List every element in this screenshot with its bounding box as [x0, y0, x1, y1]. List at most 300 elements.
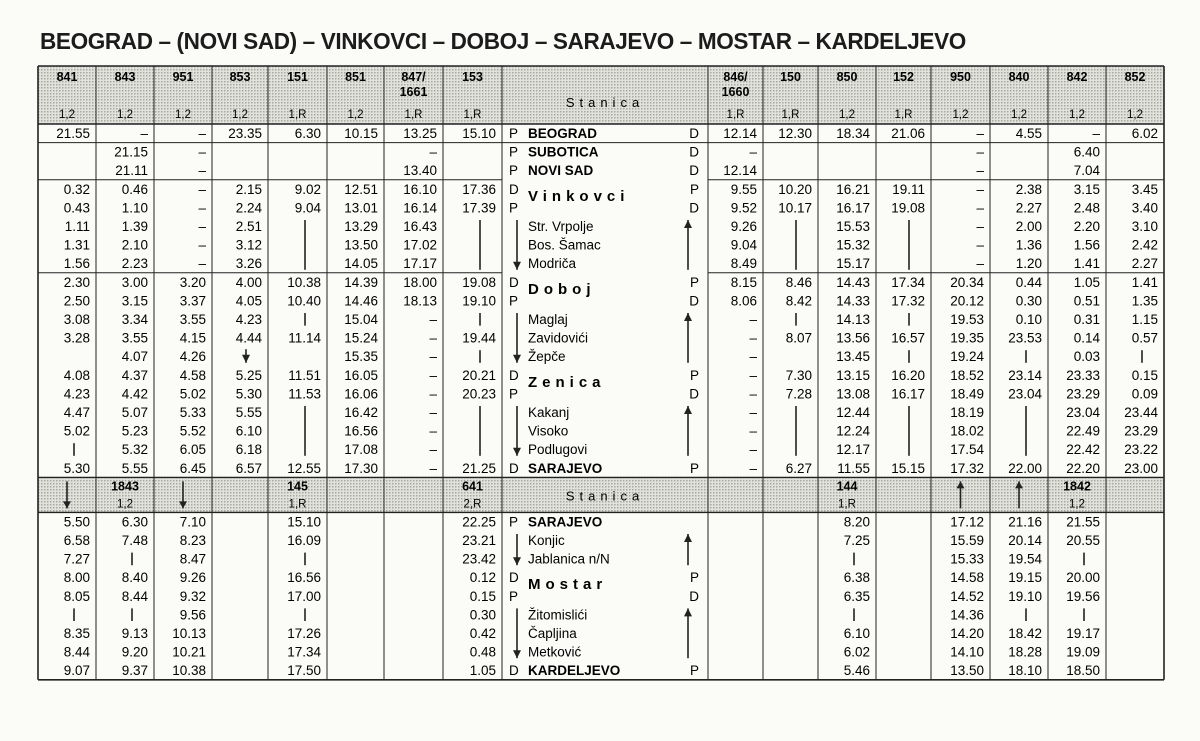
time-cell: 3.10	[1131, 219, 1158, 234]
time-cell: 16.09	[287, 533, 321, 548]
time-cell: 17.12	[950, 514, 984, 530]
left-train-number: 851	[345, 70, 366, 84]
time-cell: 0.14	[1073, 330, 1100, 346]
time-cell: 11.55	[837, 460, 870, 476]
time-cell: 18.02	[950, 423, 984, 439]
time-cell: 2.23	[121, 256, 148, 272]
arrival-departure-marker: P	[509, 588, 519, 604]
time-cell: 18.42	[1008, 626, 1042, 641]
time-cell: 17.26	[287, 626, 321, 641]
time-cell: 5.46	[843, 663, 870, 679]
left-train-number: 843	[114, 70, 136, 84]
time-cell: 1.41	[1073, 256, 1100, 272]
right-train-class: 1,R	[838, 498, 856, 511]
time-cell: 9.32	[179, 588, 206, 604]
time-cell: 19.17	[1066, 626, 1100, 641]
time-cell: 1.31	[63, 237, 90, 253]
time-cell: 23.42	[462, 551, 496, 567]
time-cell: 3.40	[1131, 200, 1158, 216]
arrival-departure-marker: D	[689, 144, 699, 160]
time-cell: 19.56	[1066, 588, 1100, 604]
time-cell: 17.36	[462, 181, 496, 197]
time-cell: 16.06	[344, 386, 378, 402]
right-train-number: 1842	[1063, 479, 1091, 494]
time-cell: 0.32	[63, 181, 90, 197]
time-cell: –	[429, 367, 437, 383]
time-cell: 1.11	[64, 219, 90, 234]
station-name: Doboj	[528, 280, 596, 298]
time-cell: 4.47	[63, 405, 90, 420]
time-cell: –	[749, 330, 757, 346]
station-name: Metković	[528, 644, 582, 660]
time-cell: 15.32	[836, 237, 870, 253]
time-cell: 23.33	[1066, 367, 1100, 383]
time-cell: 0.57	[1131, 330, 1158, 346]
time-cell: 15.04	[344, 312, 378, 327]
right-train-number: 950	[950, 70, 971, 84]
time-cell: 3.15	[1073, 181, 1100, 197]
time-cell: 16.10	[403, 181, 437, 197]
station-name: SARAJEVO	[528, 514, 603, 530]
time-cell: –	[749, 349, 757, 365]
time-cell: –	[198, 181, 206, 197]
time-cell: 11.51	[288, 367, 321, 383]
station-name: Str. Vrpolje	[528, 219, 594, 234]
time-cell: 14.43	[836, 274, 870, 290]
time-cell: 6.45	[179, 460, 206, 476]
time-cell: 16.17	[836, 200, 870, 216]
left-train-class: 1,R	[463, 109, 482, 121]
time-cell: 23.04	[1066, 405, 1100, 420]
time-cell: 0.46	[121, 181, 148, 197]
time-cell: 4.37	[121, 367, 148, 383]
time-cell: 6.05	[179, 442, 206, 458]
time-cell: 17.32	[891, 293, 925, 309]
time-cell: 2.15	[235, 181, 262, 197]
time-cell: 17.32	[950, 460, 984, 476]
time-cell: 1.35	[1131, 293, 1158, 309]
arrival-departure-marker: D	[689, 293, 699, 309]
direction-up-arrow	[684, 608, 692, 658]
arrival-departure-marker: D	[509, 367, 519, 383]
time-cell: –	[198, 126, 206, 141]
left-train-number-2: 1661	[399, 85, 428, 99]
time-cell: 12.17	[836, 442, 870, 458]
station-header: Stanica	[565, 488, 645, 504]
time-cell: –	[198, 163, 206, 179]
time-cell: 5.02	[179, 386, 206, 402]
arrival-departure-marker: D	[689, 588, 699, 604]
time-cell: –	[198, 256, 206, 272]
time-cell: 3.55	[121, 330, 148, 346]
time-cell: 13.29	[344, 219, 378, 234]
time-cell: 9.04	[294, 200, 321, 216]
time-cell: 16.56	[287, 570, 321, 586]
time-cell: 6.02	[1131, 126, 1158, 141]
time-cell: 0.15	[469, 588, 496, 604]
time-cell: 5.07	[121, 405, 148, 420]
time-cell: 1.36	[1015, 237, 1042, 253]
station-name: Kakanj	[528, 405, 570, 420]
time-cell: –	[976, 219, 984, 234]
time-cell: 2.20	[1073, 219, 1100, 234]
time-cell: 1.39	[121, 219, 148, 234]
time-cell: 21.55	[1066, 514, 1100, 530]
time-cell: 21.55	[56, 126, 90, 141]
time-cell: 3.15	[121, 293, 148, 309]
time-cell: 0.12	[469, 570, 496, 586]
time-cell: 2.27	[1015, 200, 1042, 216]
time-cell: 10.17	[778, 200, 812, 216]
left-train-class: 1,2	[175, 109, 191, 121]
time-cell: 9.26	[179, 570, 206, 586]
time-cell: –	[429, 423, 437, 439]
time-cell: 0.44	[1015, 274, 1042, 290]
time-cell: 12.51	[344, 181, 378, 197]
time-cell: 5.02	[63, 423, 90, 439]
arrival-departure-marker: P	[509, 200, 519, 216]
time-cell: –	[749, 423, 757, 439]
station-name: Modriča	[528, 256, 577, 272]
time-cell: 12.14	[723, 126, 757, 141]
time-cell: 15.35	[344, 349, 378, 365]
time-cell: 20.55	[1066, 533, 1100, 548]
time-cell: 10.40	[287, 293, 321, 309]
left-train-class: 1,R	[288, 109, 307, 121]
time-cell: 13.50	[950, 663, 984, 679]
arrival-departure-marker: P	[689, 570, 699, 586]
time-cell: 22.42	[1066, 442, 1100, 458]
time-cell: 6.30	[121, 514, 148, 530]
time-cell: 5.52	[179, 423, 206, 439]
left-train-number: 641	[462, 479, 483, 494]
time-cell: 6.27	[785, 460, 812, 476]
time-cell: 5.55	[121, 460, 148, 476]
time-cell: –	[429, 460, 437, 476]
time-cell: 12.55	[287, 460, 321, 476]
time-cell: 14.13	[836, 312, 870, 327]
time-cell: 7.04	[1073, 163, 1100, 179]
time-cell: 17.50	[287, 663, 321, 679]
time-cell: 0.09	[1131, 386, 1158, 402]
time-cell: –	[198, 144, 206, 160]
time-cell: 20.34	[950, 274, 984, 290]
time-cell: 9.02	[294, 181, 321, 197]
time-cell: –	[749, 312, 757, 327]
time-cell: 1.56	[63, 256, 90, 272]
time-cell: 6.02	[843, 644, 870, 660]
time-cell: 14.39	[344, 274, 378, 290]
time-cell: 8.06	[730, 293, 757, 309]
right-train-class: 1,R	[894, 109, 913, 121]
time-cell: 6.57	[235, 460, 262, 476]
arrival-departure-marker: P	[509, 514, 519, 530]
left-train-class: 1,2	[117, 498, 133, 511]
right-train-number: 852	[1124, 70, 1146, 84]
time-cell: 15.53	[836, 219, 870, 234]
time-cell: 16.57	[891, 330, 925, 346]
right-train-class: 1,2	[1069, 498, 1085, 511]
time-cell: 3.28	[63, 330, 90, 346]
right-train-class: 1,2	[1069, 109, 1085, 121]
time-cell: 8.15	[730, 274, 757, 290]
time-cell: –	[429, 330, 437, 346]
time-cell: 6.40	[1073, 144, 1100, 160]
time-cell: 19.24	[950, 349, 984, 365]
right-train-class: 1,R	[726, 109, 745, 121]
time-cell: 14.20	[950, 626, 984, 641]
time-cell: 21.16	[1008, 514, 1042, 530]
time-cell: 12.24	[836, 423, 870, 439]
time-cell: 8.07	[785, 330, 812, 346]
arrival-departure-marker: D	[689, 386, 699, 402]
time-cell: 10.38	[287, 274, 321, 290]
time-cell: 19.09	[1066, 644, 1100, 660]
right-train-number: 150	[780, 70, 801, 84]
time-cell: 6.38	[843, 570, 870, 586]
time-cell: –	[749, 442, 757, 458]
time-cell: 13.25	[403, 126, 437, 141]
time-cell: 10.13	[172, 626, 206, 641]
left-train-number: 1843	[111, 479, 139, 494]
station-name: Mostar	[528, 576, 608, 594]
time-cell: 16.21	[836, 181, 870, 197]
left-train-class: 2,R	[463, 498, 482, 511]
time-cell: 8.05	[63, 588, 90, 604]
time-cell: 18.00	[403, 274, 437, 290]
time-cell: 2.24	[235, 200, 262, 216]
time-cell: 13.40	[403, 163, 437, 179]
time-cell: 2.38	[1015, 181, 1042, 197]
time-cell: 15.24	[344, 330, 378, 346]
time-cell: 23.44	[1124, 405, 1158, 420]
time-cell: 23.35	[228, 126, 262, 141]
station-name: SUBOTICA	[528, 144, 599, 160]
time-cell: 18.34	[836, 126, 870, 141]
time-cell: 17.34	[287, 644, 321, 660]
time-cell: 5.25	[235, 367, 262, 383]
time-cell: 23.04	[1008, 386, 1042, 402]
time-cell: 14.58	[950, 570, 984, 586]
time-cell: 17.00	[287, 588, 321, 604]
time-cell: –	[976, 126, 984, 141]
station-name: Čapljina	[528, 626, 577, 641]
time-cell: 4.26	[179, 349, 206, 365]
left-train-class: 1,2	[347, 109, 364, 121]
time-cell: –	[976, 163, 984, 179]
arrival-departure-marker: D	[509, 663, 519, 679]
left-train-number: 153	[462, 70, 483, 84]
time-cell: 11.53	[288, 386, 321, 402]
station-name: Zavidovići	[528, 330, 589, 346]
time-cell: –	[749, 144, 757, 160]
time-cell: 4.07	[121, 349, 148, 365]
time-cell: 20.21	[462, 367, 496, 383]
time-cell: 6.10	[235, 423, 262, 439]
time-cell: 3.12	[235, 237, 262, 253]
station-name: KARDELJEVO	[528, 663, 621, 679]
time-cell: 19.54	[1008, 551, 1042, 567]
direction-up-arrow	[684, 534, 692, 565]
time-cell: 6.35	[843, 588, 870, 604]
time-cell: 0.30	[1015, 293, 1042, 309]
time-cell: 8.20	[843, 514, 870, 530]
time-cell: 4.00	[235, 274, 262, 290]
right-train-number: 840	[1008, 70, 1030, 84]
time-cell: 4.23	[63, 386, 90, 402]
station-name: Zenica	[528, 373, 606, 391]
time-cell: 5.32	[121, 442, 148, 458]
direction-up-arrow	[684, 313, 692, 363]
time-cell: 7.25	[843, 533, 870, 548]
time-cell: 9.52	[730, 200, 757, 216]
time-cell: –	[749, 386, 757, 402]
time-cell: 0.15	[1131, 367, 1158, 383]
time-cell: 17.54	[950, 442, 984, 458]
time-cell: 18.19	[950, 405, 984, 420]
time-cell: 18.13	[403, 293, 437, 309]
time-cell: 23.29	[1124, 423, 1158, 439]
right-train-class: 1,2	[952, 109, 969, 121]
time-cell: 0.03	[1073, 349, 1100, 365]
time-cell: 18.28	[1008, 644, 1042, 660]
time-cell: 19.35	[950, 330, 984, 346]
time-cell: 17.39	[462, 200, 496, 216]
arrival-departure-marker: P	[689, 274, 699, 290]
time-cell: 1.10	[121, 200, 148, 216]
time-cell: 0.48	[469, 644, 496, 660]
time-cell: –	[198, 219, 206, 234]
time-cell: –	[429, 349, 437, 365]
time-cell: 3.34	[121, 312, 148, 327]
time-cell: 12.30	[778, 126, 812, 141]
station-name: NOVI SAD	[528, 163, 594, 179]
time-cell: 14.05	[344, 256, 378, 272]
time-cell: 19.10	[462, 293, 496, 309]
time-cell: –	[429, 144, 437, 160]
time-cell: –	[976, 237, 984, 253]
time-cell: 16.14	[403, 200, 437, 216]
time-cell: 9.26	[730, 219, 757, 234]
direction-down-arrow	[513, 608, 521, 658]
time-cell: 7.28	[785, 386, 812, 402]
time-cell: 15.33	[950, 551, 984, 567]
time-cell: 18.10	[1008, 663, 1042, 679]
time-cell: 13.15	[836, 367, 870, 383]
direction-up-arrow	[684, 220, 692, 270]
time-cell: 16.20	[891, 367, 925, 383]
arrival-departure-marker: D	[689, 126, 699, 141]
left-train-number: 151	[287, 70, 308, 84]
station-name: Žepče	[528, 349, 566, 365]
time-cell: 1.41	[1131, 274, 1158, 290]
left-train-number: 145	[287, 479, 308, 494]
time-cell: –	[976, 144, 984, 160]
time-cell: 3.26	[235, 256, 262, 272]
time-cell: 16.17	[891, 386, 925, 402]
time-cell: 23.53	[1008, 330, 1042, 346]
time-cell: 3.00	[121, 274, 148, 290]
time-cell: 2.50	[63, 293, 90, 309]
time-cell: 2.48	[1073, 200, 1100, 216]
time-cell: 14.10	[950, 644, 984, 660]
time-cell: 22.20	[1066, 460, 1100, 476]
page-title: BEOGRAD – (NOVI SAD) – VINKOVCI – DOBOJ – SARAJEVO – MOSTAR – KARDELJEVO	[40, 28, 966, 54]
time-cell: 17.02	[403, 237, 437, 253]
time-cell: 0.10	[1015, 312, 1042, 327]
left-train-class: 1,2	[59, 109, 75, 121]
time-cell: –	[429, 405, 437, 420]
time-cell: 5.30	[235, 386, 262, 402]
time-cell: 5.30	[63, 460, 90, 476]
time-cell: 0.43	[63, 200, 90, 216]
time-cell: 21.11	[115, 163, 148, 179]
arrival-departure-marker: D	[689, 200, 699, 216]
timetable	[38, 66, 1164, 714]
time-cell: 3.55	[179, 312, 206, 327]
time-cell: 16.56	[344, 423, 378, 439]
time-cell: 5.33	[179, 405, 206, 420]
time-cell: 22.49	[1066, 423, 1100, 439]
time-cell: 21.25	[462, 460, 496, 476]
arrival-departure-marker: P	[509, 163, 519, 179]
time-cell: 4.15	[179, 330, 206, 346]
time-cell: 16.43	[403, 219, 437, 234]
right-train-class: 1,2	[1127, 109, 1143, 121]
station-name: Konjic	[528, 533, 565, 548]
arrival-departure-marker: P	[509, 386, 519, 402]
direction-down-arrow	[513, 220, 521, 270]
time-cell: 8.35	[63, 626, 90, 641]
time-cell: 8.46	[785, 274, 812, 290]
direction-down-arrow	[513, 313, 521, 363]
arrival-departure-marker: P	[509, 126, 519, 141]
time-cell: 7.30	[785, 367, 812, 383]
time-cell: 4.58	[179, 367, 206, 383]
time-cell: 21.15	[114, 144, 148, 160]
arrival-departure-marker: D	[509, 570, 519, 586]
time-cell: 20.00	[1066, 570, 1100, 586]
time-cell: 23.14	[1008, 367, 1042, 383]
time-cell: 8.00	[63, 570, 90, 586]
time-cell: 9.37	[121, 663, 148, 679]
time-cell: 4.08	[63, 367, 90, 383]
time-cell: 8.40	[121, 570, 148, 586]
arrival-departure-marker: P	[689, 460, 699, 476]
time-cell: 9.56	[179, 607, 206, 623]
time-cell: 7.48	[121, 533, 148, 548]
time-cell: 15.10	[462, 126, 496, 141]
time-cell: 13.56	[836, 330, 870, 346]
station-name: Visoko	[528, 423, 569, 439]
time-cell: 13.08	[836, 386, 870, 402]
time-cell: 8.44	[63, 644, 90, 660]
arrival-departure-marker: D	[509, 274, 519, 290]
time-cell: 23.21	[462, 533, 496, 548]
time-cell: 13.50	[344, 237, 378, 253]
time-cell: 23.00	[1124, 460, 1158, 476]
time-cell: 9.07	[63, 663, 90, 679]
time-cell: 8.42	[785, 293, 812, 309]
time-cell: 0.51	[1073, 293, 1100, 309]
time-cell: 20.14	[1008, 533, 1042, 548]
time-cell: 22.25	[462, 514, 496, 530]
time-cell: 3.45	[1131, 181, 1158, 197]
time-cell: 1.05	[469, 663, 496, 679]
time-cell: 1.05	[1073, 274, 1100, 290]
station-name: BEOGRAD	[528, 126, 598, 141]
time-cell: 6.58	[63, 533, 90, 548]
